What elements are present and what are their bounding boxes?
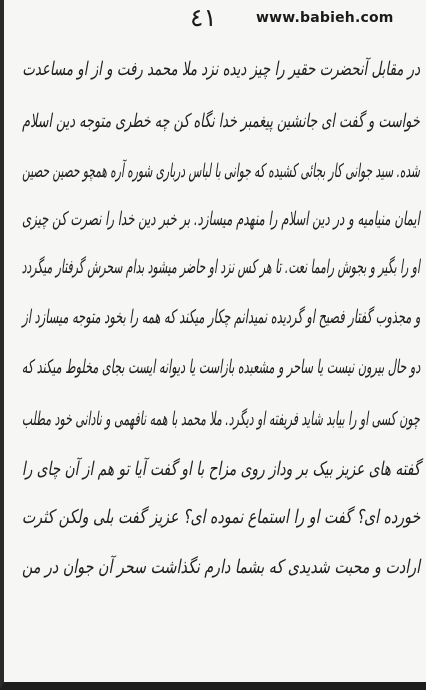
text-line: ارادت و محبت شدیدی که بشما دارم نگذاشت سحر آن جوان در من xyxy=(21,556,420,578)
text-line: شده. سید جوانی کار بجائی کشیده که جوانی با لباس درباری شوره آره همچو حصین حصین xyxy=(22,160,420,182)
text-line: ایمان منیامیه و در دین اسلام را منهدم میسازد. بر خبر دین خدا را نصرت کن چیزی xyxy=(22,208,420,230)
text-line: گفته های عزیز بیک بر وداز روی مزاح با او گفت آیا تو هم از آن چای را xyxy=(21,458,420,480)
page-number: ٤١ xyxy=(190,3,217,32)
page-header xyxy=(4,4,426,34)
text-line: خواست و گفت ای جانشین پیغمبر خدا نگاه کن چه خطری متوجه دین اسلام xyxy=(22,110,420,132)
site-url: www.babieh.com xyxy=(256,10,394,26)
text-line: چون کسی او را بیابد شاید فریفته او دیگرد. ملا محمد با همه نافهمی و نادانی خود مطلب xyxy=(22,408,420,430)
text-line: دو حال بیرون نیست یا ساحر و مشعبده بازاست یا دیوانه ایست بجای مخلوط میکند که xyxy=(21,356,420,378)
text-line: در مقابل آنحضرت حقیر را چیز دیده نزد ملا محمد رفت و از او مساعدت xyxy=(22,58,420,80)
text-line: و مجذوب گفتار فصیح او گردیده نمیدانم چکار میکند که همه را بخود متوجه میسازد از xyxy=(21,306,420,328)
text-line: او را بگیر و بجوش رامما نعت. تا هر کس نزد او حاضر میشود بدام سحرش گرفتار میگردد xyxy=(21,256,420,278)
text-line: خورده ای؟ گفت او را استماع نموده ای؟ عزیز گفت بلی ولکن کثرت xyxy=(21,506,420,528)
